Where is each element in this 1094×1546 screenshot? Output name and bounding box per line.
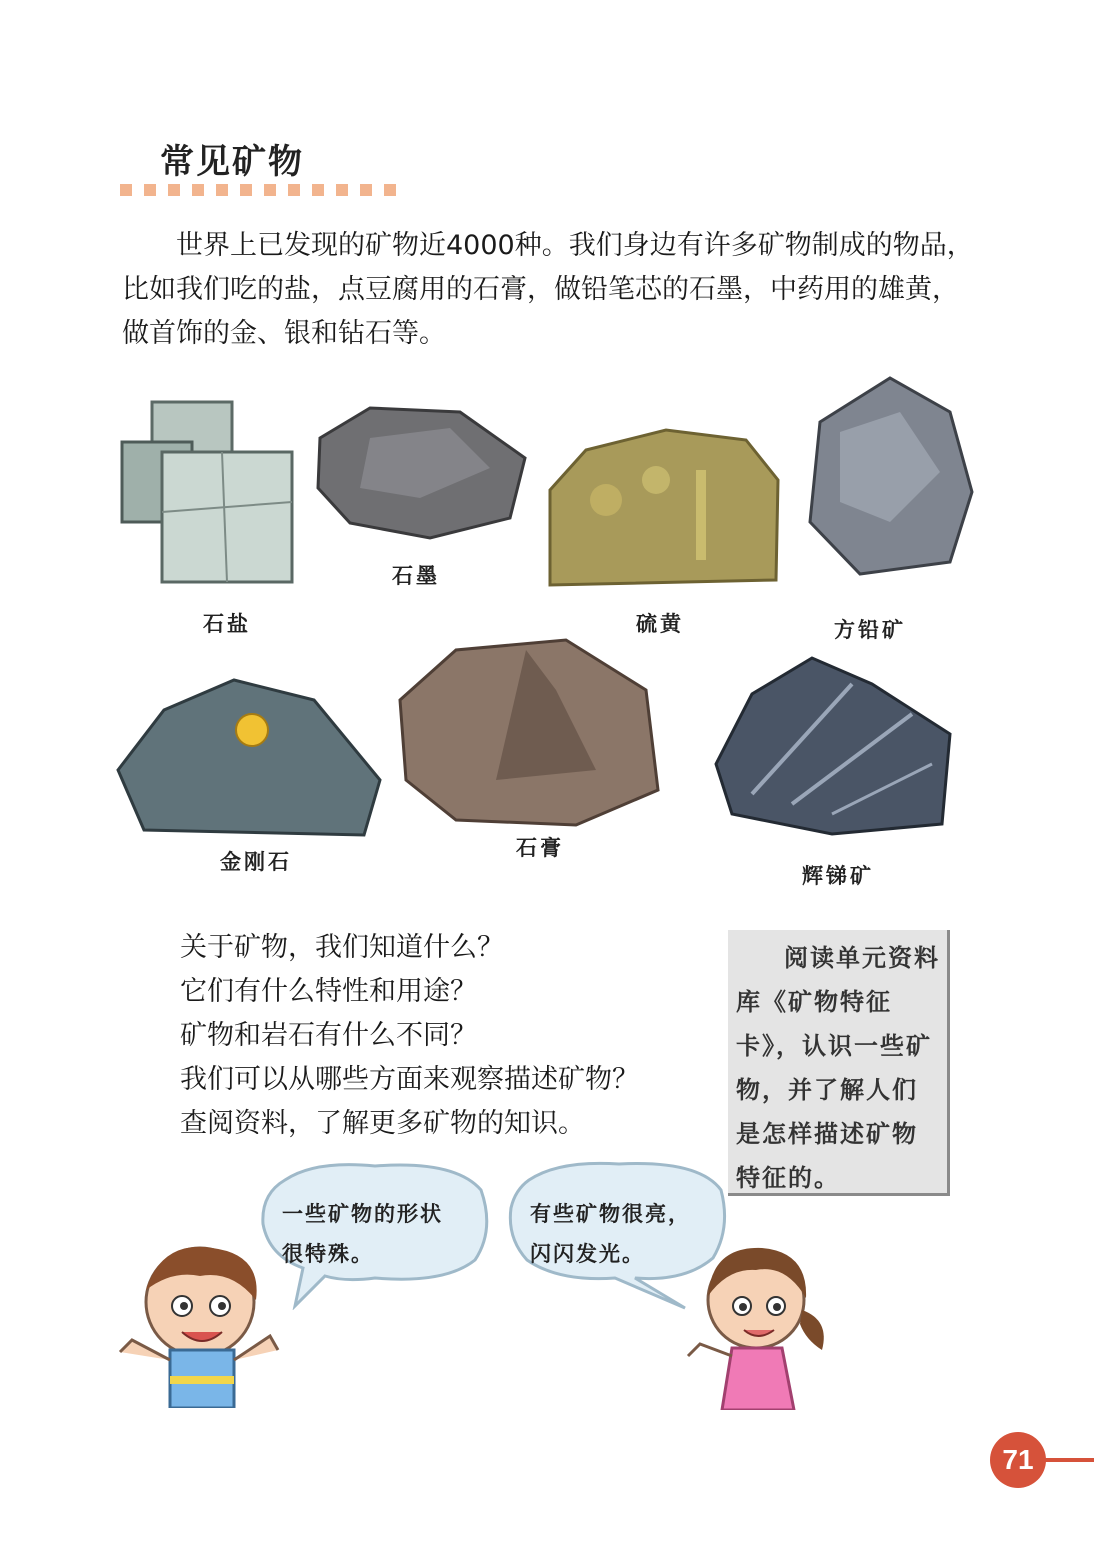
intro-paragraph (122, 224, 982, 356)
title-underline-dots (120, 184, 396, 196)
caption-stibnite: 辉锑矿 (802, 863, 874, 888)
sulfur-image (546, 420, 780, 588)
boy-character (112, 1240, 282, 1408)
boy-speech-line1: 一些矿物的形状 (282, 1201, 443, 1226)
caption-sulfur: 硫黄 (636, 611, 684, 636)
galena-image (800, 372, 974, 578)
page-number: 71 (1002, 1444, 1034, 1475)
page-number-rule (1044, 1458, 1094, 1462)
side-note-box (728, 930, 950, 1196)
caption-galena: 方铅矿 (834, 617, 906, 642)
caption-rock-salt: 石盐 (203, 611, 251, 636)
diamond-image (114, 670, 384, 840)
girl-character (682, 1240, 832, 1410)
intro-text: 世界上已发现的矿物近4000种。我们身边有许多矿物制成的物品，比如我们吃的盐，点豆腐用的石膏，做铅笔芯的石墨，中药用的雄黄，做首饰的金、银和钻石等。 (122, 230, 974, 349)
question-item: 它们有什么特性和用途？ (180, 976, 477, 1007)
boy-speech-line2: 很特殊。 (282, 1241, 374, 1266)
gypsum-image (396, 630, 662, 830)
question-list (180, 926, 639, 1146)
stibnite-image (712, 654, 954, 838)
rock-salt-image (112, 392, 298, 590)
caption-diamond: 金刚石 (220, 849, 292, 874)
graphite-image (310, 398, 530, 544)
girl-speech-line1: 有些矿物很亮， (530, 1201, 691, 1226)
section-title: 常见矿物 (160, 142, 304, 182)
side-note-text: 阅读单元资料库《矿物特征卡》，认识一些矿物，并了解人们是怎样描述矿物特征的。 (736, 943, 940, 1192)
caption-gypsum: 石膏 (516, 835, 564, 860)
question-item: 查阅资料，了解更多矿物的知识。 (180, 1108, 585, 1139)
caption-graphite: 石墨 (392, 563, 440, 588)
question-item: 我们可以从哪些方面来观察描述矿物？ (180, 1064, 639, 1095)
question-item: 矿物和岩石有什么不同？ (180, 1020, 477, 1051)
girl-speech-line2: 闪闪发光。 (530, 1241, 645, 1266)
question-item: 关于矿物，我们知道什么？ (180, 932, 504, 963)
